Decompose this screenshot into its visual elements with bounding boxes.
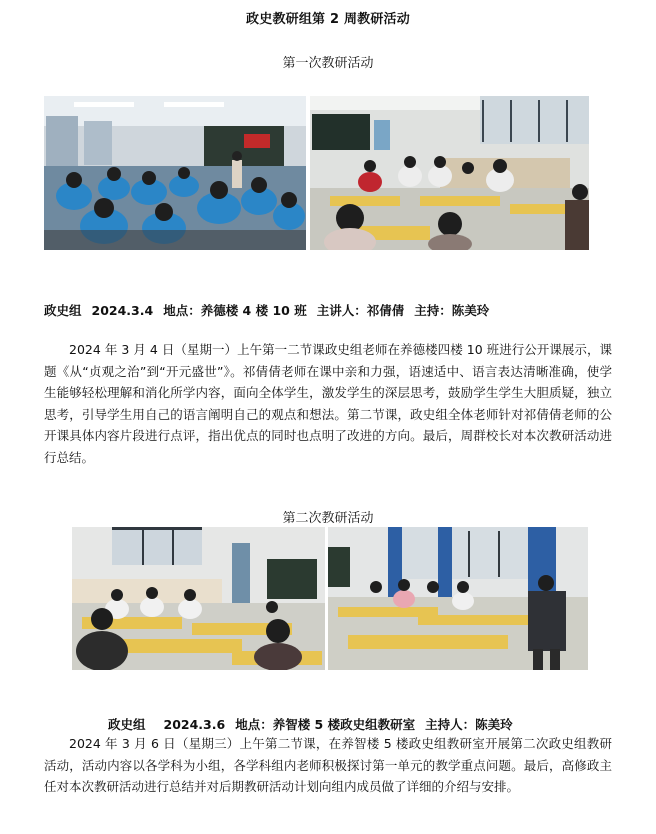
document-title: 政史教研组第 2 周教研活动 xyxy=(246,12,410,27)
session2-heading: 第二次教研活动 xyxy=(282,511,374,526)
teachers-discussion-photo xyxy=(72,527,325,670)
session2-location: 地点：养智楼 5 楼政史组教研室 xyxy=(235,717,416,732)
session1-date: 2024.3.4 xyxy=(91,303,154,318)
session1-speaker: 主讲人：祁倩倩 xyxy=(316,303,405,318)
teacher-presenting-photo xyxy=(328,527,588,670)
session2-date: 2024.3.6 xyxy=(163,717,226,732)
teachers-meeting-photo xyxy=(310,96,589,250)
session2-host: 主持人：陈美玲 xyxy=(425,717,513,732)
classroom-lecture-photo xyxy=(44,96,306,250)
session1-heading: 第一次教研活动 xyxy=(282,56,374,71)
session2-meta xyxy=(108,715,523,733)
session1-meta xyxy=(44,301,499,319)
session1-body: 2024 年 3 月 4 日（星期一）上午第一二节课政史组老师在养德楼四楼 10 班进行公开课展示，课题《从“贞观之治”到“开元盛世”》。祁倩倩老师在课中亲和力强，语速适中、语言表达清晰准确，使学生能够轻松理解和消化所学内容，面向全体学生，激发学生的深层思考，鼓励学生学生大胆质疑，独立思考，引导学生用自己的语言阐明自己的观点和想法。第二节课，政史组全体老师针对祁倩倩老师的公开课具体内容片段进行点评，指出优点的同时也点明了改进的方向。最后，周群校长对本次教研活动进行总结。 xyxy=(44,342,612,465)
session2-body: 2024 年 3 月 6 日（星期三）上午第二节课，在养智楼 5 楼政史组教研室开展第二次政史组教研活动，活动内容以各学科为小组，各学科组内老师积极探讨第一单元的教学重点问题。最后，高修政主任对本次教研活动进行总结并对后期教研活动计划向组内成员做了详细的介绍与安排。 xyxy=(44,736,612,794)
session1-location: 地点：养德楼 4 楼 10 班 xyxy=(163,303,307,318)
session2-group: 政史组 xyxy=(108,717,146,732)
session1-host: 主持：陈美玲 xyxy=(414,303,490,318)
session1-group: 政史组 xyxy=(44,303,82,318)
